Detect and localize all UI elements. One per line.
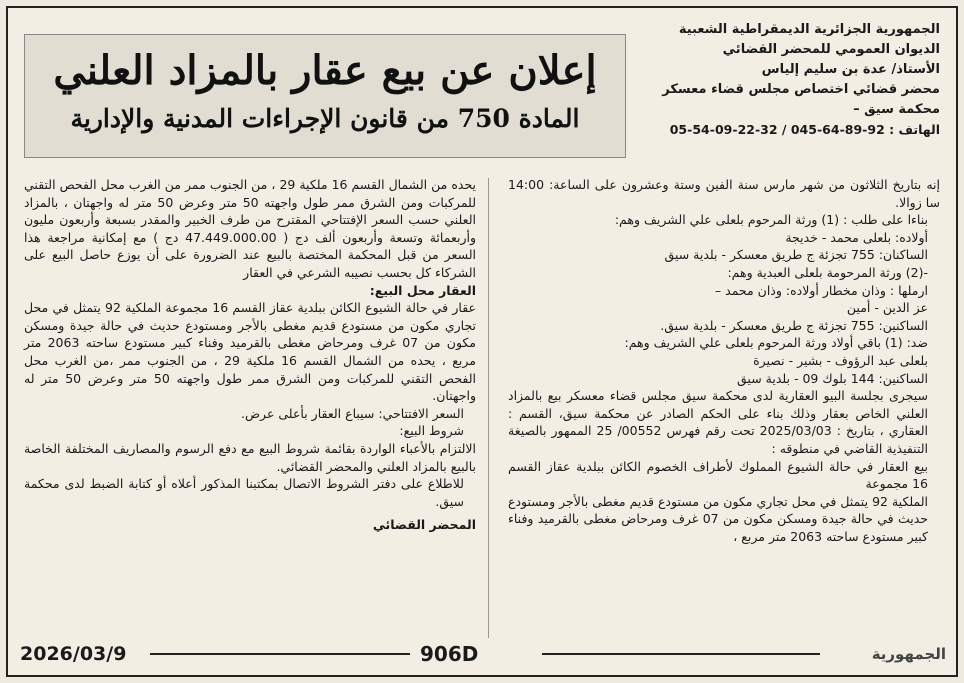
header-phone: الهاتف : 92-89-64-045 / 32-22-09-54-05 xyxy=(669,122,940,137)
heading-property: العقار محل البيع: xyxy=(369,282,476,298)
footer-rule xyxy=(150,653,410,655)
footer-rule xyxy=(542,653,820,655)
paragraph: بناءا على طلب : (1) ورثة المرحوم بلعلى علي الشريف وهم: xyxy=(614,212,928,228)
paragraph: عز الدين - أمين xyxy=(846,300,928,316)
paragraph-property: عقار في حالة الشيوع الكائن ببلدية عقاز القسم 16 مجموعة الملكية 92 يتمثل في محل تجاري مكون من مستودع قديم مغطى بالأجر ومستودع حديث في حالة جيدة ومسكن مكون من 07 غرف ومرحاض مغطى بالقرميد وفناء كبير مستودع ساحته 2063 متر مربع ، يحده من الشمال القسم 16 ملكية 29 ، من الجنوب ممر ،من الغرب محل الفحص التقني للمركبات ومن الشرق ممر طول واجهته 50 متر وعرض 50 متر له واجهتان. xyxy=(24,300,477,404)
announcement-banner xyxy=(24,34,626,158)
paragraph: ارملها : وذان مخطار أولاده: وذان محمد – xyxy=(714,282,928,298)
column-divider xyxy=(488,178,489,638)
paragraph: الساكنين: 144 بلوك 09 - بلدية سيق xyxy=(737,370,928,386)
right-column xyxy=(508,176,940,545)
paragraph: -(2) ورثة المرحومة بلعلى العبدية وهم: xyxy=(727,264,928,280)
bailiff-header xyxy=(610,20,940,140)
footer-code: 906D xyxy=(420,642,479,666)
paragraph: بلعلى عبد الرؤوف - بشير - نصيرة xyxy=(753,352,928,368)
header-line-name: الأستاذ/ عدة بن سليم إلياس xyxy=(761,62,940,77)
paragraph-info: للاطلاع على دفتر الشروط الاتصال بمكتبنا المذكور أعلاه أو كتابة الضبط لدى محكمة سيق. xyxy=(24,476,464,509)
header-line-jurisdiction: محضر قضائي اختصاص مجلس قضاء معسكر xyxy=(662,82,940,97)
header-line-court: محكمة سيق – xyxy=(853,102,940,117)
paragraph: الملكية 92 يتمثل في محل تجاري مكون من مستودع قديم مغطى بالأجر ومستودع حديث في حالة جيدة ومسكن مكون من 07 غرف ومرحاض مغطى بالقرميد وفناء كبير مستودع ساحته 2063 متر مربع ، xyxy=(508,493,928,544)
paragraph: أولاده: بلعلى محمد - خديجة xyxy=(785,229,928,245)
heading-terms: شروط البيع: xyxy=(399,423,464,439)
paragraph-boundaries: يحده من الشمال القسم 16 ملكية 29 ، من الجنوب ممر من الغرب محل الفحص التقني للمركبات ومن الشرق ممر طول واجهته 50 متر وعرض 50 متر له واجهتان ، بالمزاد العلني حسب السعر الإفتتاحي المقترح من طرف الخبير والمقدر بسبعة وأربعون مليون وأربعمائة وتسعة وأربعون ألف دج ( 47.449.000.00 دج ) مع إمكانية مراجعة هذا السعر من قبل المحكمة المختصة بالبيع عند الضرورة على أن يوزع حاصل البيع على الشركاء كل بحسب نصيبه الشرعي في العقار xyxy=(24,177,477,280)
paragraph: إنه بتاريخ الثلاثون من شهر مارس سنة الفين وستة وعشرون على الساعة: 14:00 سا زوالا. xyxy=(508,177,940,210)
paragraph-price: السعر الافتتاحي: سيباع العقار بأعلى عرض. xyxy=(240,405,464,421)
footer xyxy=(10,640,954,668)
paragraph-terms: الالتزام بالأعباء الواردة بقائمة شروط البيع مع دفع الرسوم والمصاريف المختلفة الخاصة بالبيع بالمزاد العلني والمحضر القضائي. xyxy=(24,440,476,474)
newspaper-logo: الجمهورية xyxy=(871,645,946,663)
announcement-title: إعلان عن بيع عقار بالمزاد العلني xyxy=(53,47,597,94)
header-line-republic: الجمهورية الجزائرية الديمقراطية الشعبية xyxy=(678,22,940,37)
paragraph: ضد: (1) باقي أولاد ورثة المرحوم بلعلى علي الشريف وهم: xyxy=(624,335,928,351)
footer-date: 2026/03/9 xyxy=(20,643,127,665)
header-line-office: الديوان العمومي للمحضر القضائي xyxy=(722,42,940,57)
paragraph: الساكنان: 755 تجزئة ج طريق معسكر - بلدية سيق xyxy=(664,247,928,263)
paragraph: بيع العقار في حالة الشيوع المملوك لأطراف الخصوم الكائن ببلدية عقاز القسم 16 مجموعة xyxy=(508,458,928,492)
paragraph: سيجرى بجلسة البيو العقارية لدى محكمة سيق مجلس قضاء معسكر بيع بالمزاد العلني الخاص بعقار وذلك بناء على الحكم الصادر عن محكمة سيق، القسم : العقاري ، بتاريخ : 2025/03/03 تحت رقم فهرس 00552/ 25 الممهور بالصيغة التنفيذية القاضي في منطوقه : xyxy=(508,388,928,456)
signature: المحضر القضائي xyxy=(372,517,476,533)
paragraph: الساكنين: 755 تجزئة ج طريق معسكر - بلدية سيق. xyxy=(660,317,928,333)
left-column xyxy=(24,176,476,534)
announcement-subtitle: المادة 750 من قانون الإجراءات المدنية والإدارية xyxy=(70,104,580,133)
